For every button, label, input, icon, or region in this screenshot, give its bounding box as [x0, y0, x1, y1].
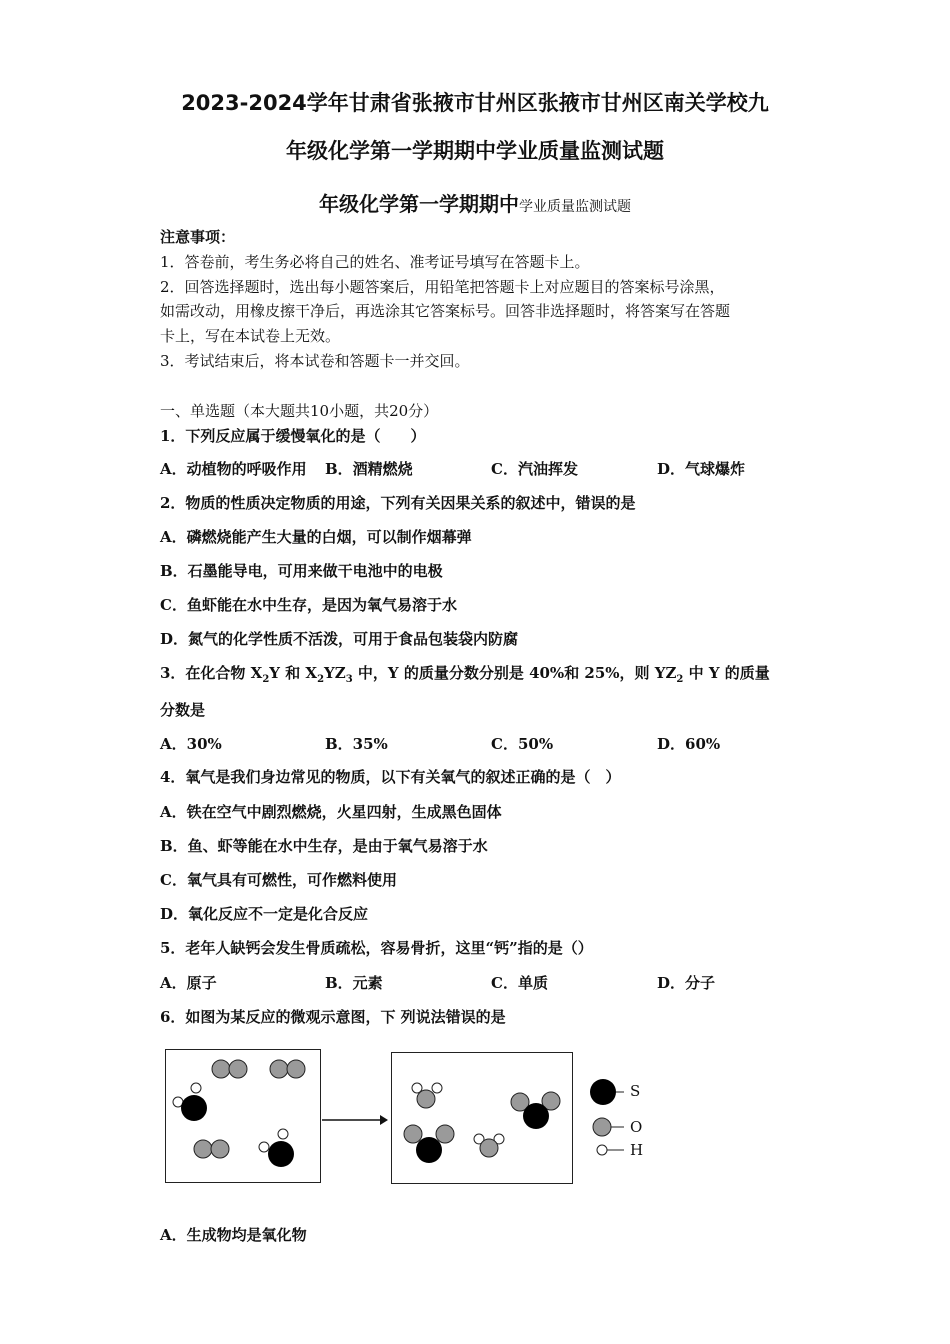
oxygen-molecule-2 — [270, 1060, 305, 1078]
q3-stem-part4: 中，Y 的质量分数分别是 40%和 25%，则 YZ — [352, 664, 677, 682]
q3-option-a: A．30% — [160, 735, 222, 753]
q4-option-b: B．鱼、虾等能在水中生存，是由于氧气易溶于水 — [160, 837, 488, 855]
section-heading: 一、单选题（本大题共10小题，共20分） — [160, 402, 439, 420]
q3-stem-part5: 中 Y 的质量 — [683, 664, 770, 682]
legend-label-oxygen: O — [630, 1118, 643, 1136]
products-molecules — [392, 1053, 572, 1183]
notice-item-2a: 2．回答选择题时，选出每小题答案后，用铅笔把答题卡上对应题目的答案标号涂黑， — [160, 278, 725, 296]
hydrogen-sulfide-molecule-2 — [259, 1129, 294, 1167]
q3-stem-part1: 3．在化合物 X — [160, 664, 263, 682]
water-molecule-1 — [412, 1083, 442, 1108]
q1-option-c: C．汽油挥发 — [491, 460, 578, 478]
oxygen-molecule-1 — [212, 1060, 247, 1078]
notice-heading: 注意事项： — [160, 228, 236, 246]
products-box — [391, 1052, 573, 1184]
notice-item-3: 3．考试结束后，将本试卷和答题卡一并交回。 — [160, 352, 470, 370]
exam-subtitle — [0, 188, 950, 217]
reaction-arrow-icon — [320, 1112, 390, 1128]
q6-stem: 6．如图为某反应的微观示意图，下 列说法错误的是 — [160, 1008, 506, 1026]
q6-option-a: A．生成物均是氧化物 — [160, 1226, 307, 1244]
q2-option-c: C．鱼虾能在水中生存，是因为氧气易溶于水 — [160, 596, 457, 614]
q3-option-b: B．35% — [325, 735, 388, 753]
atom-legend-icons — [588, 1076, 628, 1166]
q4-option-d: D．氧化反应不一定是化合反应 — [160, 905, 369, 923]
q4-option-c: C．氧气具有可燃性，可作燃料使用 — [160, 871, 397, 889]
q5-option-b: B．元素 — [325, 974, 383, 992]
notice-item-1: 1．答卷前，考生务必将自己的姓名、准考证号填写在答题卡上。 — [160, 253, 590, 271]
q5-option-a: A．原子 — [160, 974, 217, 992]
q5-option-d: D．分子 — [657, 974, 716, 992]
q3-stem — [160, 664, 770, 687]
q3-stem-continued: 分数是 — [160, 701, 206, 719]
hydrogen-sulfide-molecule-1 — [173, 1083, 207, 1121]
q3-stem-part3: YZ — [324, 664, 346, 682]
q5-option-c: C．单质 — [491, 974, 548, 992]
legend-label-hydrogen: H — [630, 1141, 644, 1159]
exam-subtitle-small: 学业质量监测试题 — [519, 199, 631, 215]
q1-option-d: D．气球爆炸 — [657, 460, 746, 478]
water-molecule-2 — [474, 1134, 504, 1157]
q3-stem-sub2: 2 — [317, 674, 325, 685]
q2-option-a: A．磷燃烧能产生大量的白烟，可以制作烟幕弹 — [160, 528, 472, 546]
oxygen-atom-icon — [593, 1118, 611, 1136]
q4-stem: 4．氧气是我们身边常见的物质，以下有关氧气的叙述正确的是（ ） — [160, 768, 621, 786]
sulfur-dioxide-molecule-1 — [511, 1092, 560, 1129]
sulfur-atom-icon — [590, 1079, 616, 1105]
q1-stem: 1．下列反应属于缓慢氧化的是（ ） — [160, 427, 426, 445]
legend-label-sulfur: S — [630, 1082, 641, 1100]
q2-option-d: D．氮气的化学性质不活泼，可用于食品包装袋内防腐 — [160, 630, 519, 648]
q3-option-d: D．60% — [657, 735, 721, 753]
sulfur-dioxide-molecule-2 — [404, 1125, 454, 1163]
q3-stem-part2: Y 和 X — [269, 664, 318, 682]
q1-option-b: B．酒精燃烧 — [325, 460, 413, 478]
reactants-molecules — [166, 1050, 320, 1182]
q5-stem: 5．老年人缺钙会发生骨质疏松，容易骨折，这里“钙”指的是（） — [160, 939, 593, 957]
exam-subtitle-main: 年级化学第一学期期中 — [319, 192, 519, 216]
q4-option-a: A．铁在空气中剧烈燃烧，火星四射，生成黑色固体 — [160, 803, 502, 821]
q2-option-b: B．石墨能导电，可用来做干电池中的电极 — [160, 562, 443, 580]
exam-title-line2: 年级化学第一学期期中学业质量监测试题 — [286, 139, 664, 163]
q2-stem: 2．物质的性质决定物质的用途，下列有关因果关系的叙述中，错误的是 — [160, 494, 636, 512]
notice-item-2c: 卡上，写在本试卷上无效。 — [160, 327, 341, 345]
q3-stem-sub4: 2 — [676, 674, 684, 685]
notice-item-2b: 如需改动，用橡皮擦干净后，再选涂其它答案标号。回答非选择题时，将答案写在答题 — [160, 302, 731, 320]
hydrogen-atom-icon — [597, 1145, 607, 1155]
q3-stem-sub1: 2 — [262, 674, 270, 685]
q1-option-a: A．动植物的呼吸作用 — [160, 460, 307, 478]
exam-title-line1: 2023-2024学年甘肃省张掖市甘州区张掖市甘州区南关学校九 — [181, 91, 769, 115]
oxygen-molecule-3 — [194, 1140, 229, 1158]
reactants-box — [165, 1049, 321, 1183]
q3-stem-sub3: 3 — [345, 674, 353, 685]
q3-option-c: C．50% — [491, 735, 554, 753]
